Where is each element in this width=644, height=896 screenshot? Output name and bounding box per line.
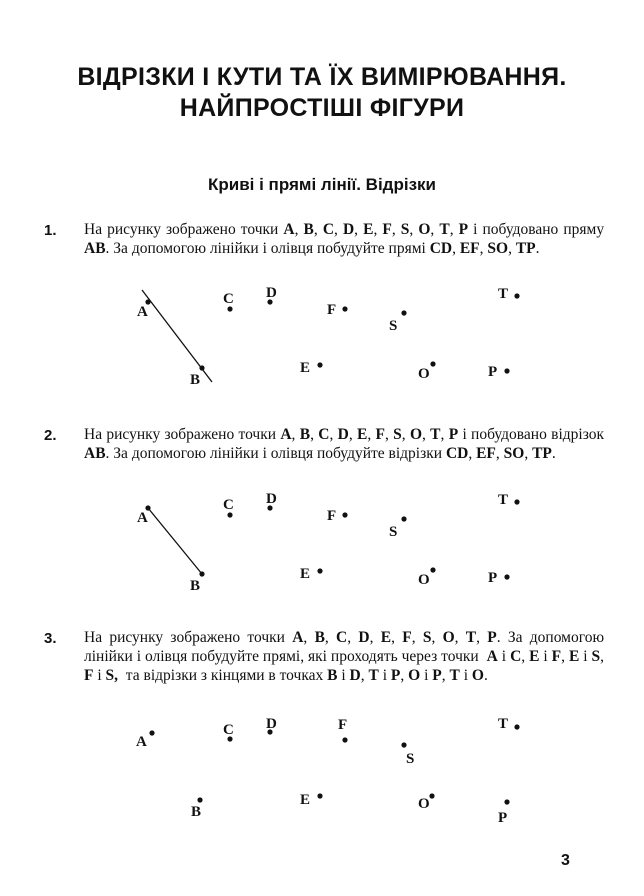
task-number: 1. (44, 222, 57, 239)
point-f-dot (342, 512, 347, 517)
point-p-label: P (498, 810, 508, 826)
point-e-dot (317, 793, 322, 798)
point-o-label: O (418, 572, 430, 588)
point-e-label: E (300, 360, 311, 376)
point-o-dot (430, 361, 435, 366)
point-f-label: F (327, 302, 337, 318)
point-e-label: E (300, 566, 311, 582)
point-f-label: F (327, 508, 337, 524)
point-s-label: S (389, 524, 398, 540)
chapter-title-line-2: НАЙПРОСТІШІ ФІГУРИ (179, 94, 465, 122)
segment-ab (148, 508, 202, 574)
point-f-dot (342, 737, 347, 742)
point-a-dot (149, 730, 154, 735)
point-p-dot (504, 368, 509, 373)
page-number: 3 (561, 852, 570, 869)
point-c-label: C (223, 497, 234, 513)
point-s-dot (401, 742, 406, 747)
point-o-label: O (418, 366, 430, 382)
point-d-label: D (266, 716, 277, 732)
point-c-label: C (223, 722, 234, 738)
task-text: На рисунку зображено точки A, B, C, D, E, F, S, O, T, P. За допомогою лінійки і олівця побудуйте прямі, які проходять через точки A і C, E і F, E і S, F і S, та відрізки з кінцями в точках B і D, T і P, O і P, T і O. (84, 629, 605, 684)
point-a-label: A (136, 734, 147, 750)
point-f-dot (342, 306, 347, 311)
point-b-label: B (190, 372, 201, 388)
point-t-label: T (498, 716, 509, 732)
point-d-label: D (266, 491, 277, 507)
point-a-label: A (137, 304, 148, 320)
line-ab (142, 290, 212, 382)
point-c-dot (227, 306, 232, 311)
point-a-label: A (137, 510, 148, 526)
point-e-dot (317, 362, 322, 367)
point-o-dot (429, 793, 434, 798)
point-p-dot (504, 799, 509, 804)
point-s-dot (401, 516, 406, 521)
point-t-label: T (498, 286, 509, 302)
point-t-label: T (498, 492, 509, 508)
point-s-label: S (406, 751, 415, 767)
point-t-dot (514, 293, 519, 298)
point-b-label: B (190, 578, 201, 594)
point-s-dot (401, 310, 406, 315)
point-o-label: O (418, 796, 430, 812)
point-o-dot (430, 567, 435, 572)
point-b-label: B (191, 804, 202, 820)
point-t-dot (514, 724, 519, 729)
point-d-label: D (266, 285, 277, 301)
task-number: 2. (44, 427, 57, 444)
point-f-label: F (338, 717, 348, 733)
task-number: 3. (44, 630, 57, 647)
point-c-label: C (223, 291, 234, 307)
point-s-label: S (389, 318, 398, 334)
point-e-dot (317, 568, 322, 573)
point-e-label: E (300, 792, 311, 808)
point-p-label: P (488, 570, 498, 586)
task-text: На рисунку зображено точки A, B, C, D, E, F, S, O, T, P і побудовано пряму AB. За допомогою лінійки і олівця побудуйте прямі CD, EF, SO, TP. (84, 221, 605, 257)
point-c-dot (227, 512, 232, 517)
point-p-dot (504, 574, 509, 579)
point-p-label: P (488, 364, 498, 380)
task-text: На рисунку зображено точки A, B, C, D, E, F, S, O, T, P і побудовано відрізок AB. За допомогою лінійки і олівця побудуйте відрізки CD, EF, SO, TP. (84, 426, 605, 462)
chapter-title-line-1: ВІДРІЗКИ І КУТИ ТА ЇХ ВИМІРЮВАННЯ. (77, 63, 567, 91)
point-t-dot (514, 499, 519, 504)
section-title: Криві і прямі лінії. Відрізки (208, 175, 436, 194)
point-b-dot (197, 797, 202, 802)
